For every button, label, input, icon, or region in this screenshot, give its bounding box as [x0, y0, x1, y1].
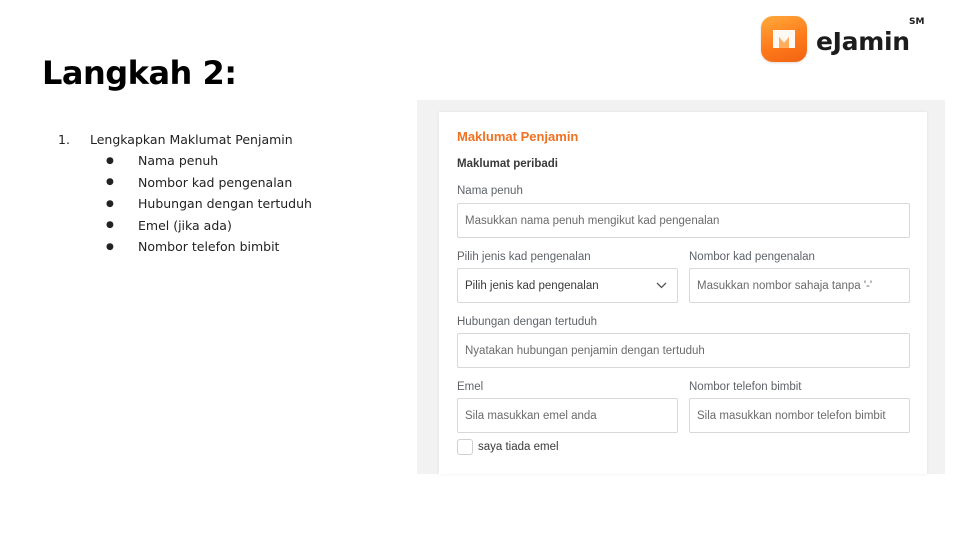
id-number-label: Nombor kad pengenalan — [689, 251, 815, 263]
relationship-input[interactable]: Nyatakan hubungan penjamin dengan tertuduh — [457, 333, 910, 368]
id-type-label: Pilih jenis kad pengenalan — [457, 251, 591, 263]
email-input[interactable]: Sila masukkan emel anda — [457, 398, 678, 433]
phone-input[interactable]: Sila masukkan nombor telefon bimbit — [689, 398, 910, 433]
step-item — [58, 129, 312, 150]
phone-label: Nombor telefon bimbit — [689, 381, 802, 393]
logo-wordmark: eJamin — [816, 26, 910, 56]
bullet-icon: ● — [106, 198, 114, 209]
list-item-text: Emel (jika ada) — [138, 217, 232, 233]
id-type-selected-value: Pilih jenis kad pengenalan — [465, 279, 599, 292]
step-number: 1. — [58, 132, 70, 147]
full-name-label: Nama penuh — [457, 185, 523, 197]
list-item-text: Nama penuh — [138, 153, 219, 169]
service-mark: SM — [909, 17, 925, 27]
list-item — [106, 215, 312, 237]
list-item-text: Nombor kad pengenalan — [138, 174, 293, 190]
bullet-icon: ● — [106, 220, 114, 231]
id-number-input[interactable]: Masukkan nombor sahaja tanpa '-' — [689, 268, 910, 303]
ejamin-logo — [761, 14, 910, 64]
full-name-input[interactable]: Masukkan nama penuh mengikut kad pengenalan — [457, 203, 910, 238]
id-type-select[interactable] — [457, 268, 678, 303]
chevron-down-icon — [655, 280, 667, 292]
slide-title: Langkah 2: — [42, 54, 237, 92]
list-item — [106, 150, 312, 172]
form-title: Maklumat Penjamin — [457, 129, 579, 144]
list-item — [106, 236, 312, 258]
list-item-text: Hubungan dengan tertuduh — [138, 196, 312, 212]
list-item — [106, 193, 312, 215]
email-label: Emel — [457, 381, 484, 393]
step-text: Lengkapkan Maklumat Penjamin — [90, 132, 293, 147]
ejamin-logo-icon — [761, 16, 807, 62]
instruction-list — [58, 129, 312, 258]
bullet-icon: ● — [106, 241, 114, 252]
no-email-label[interactable]: saya tiada emel — [478, 441, 559, 453]
section-title: Maklumat peribadi — [457, 158, 558, 170]
bullet-icon: ● — [106, 155, 114, 166]
no-email-checkbox[interactable] — [457, 439, 473, 455]
field-bullet-list — [106, 150, 312, 258]
list-item — [106, 172, 312, 194]
bullet-icon: ● — [106, 177, 114, 188]
no-email-option[interactable] — [457, 439, 559, 455]
relationship-label: Hubungan dengan tertuduh — [457, 316, 598, 328]
list-item-text: Nombor telefon bimbit — [138, 239, 280, 255]
